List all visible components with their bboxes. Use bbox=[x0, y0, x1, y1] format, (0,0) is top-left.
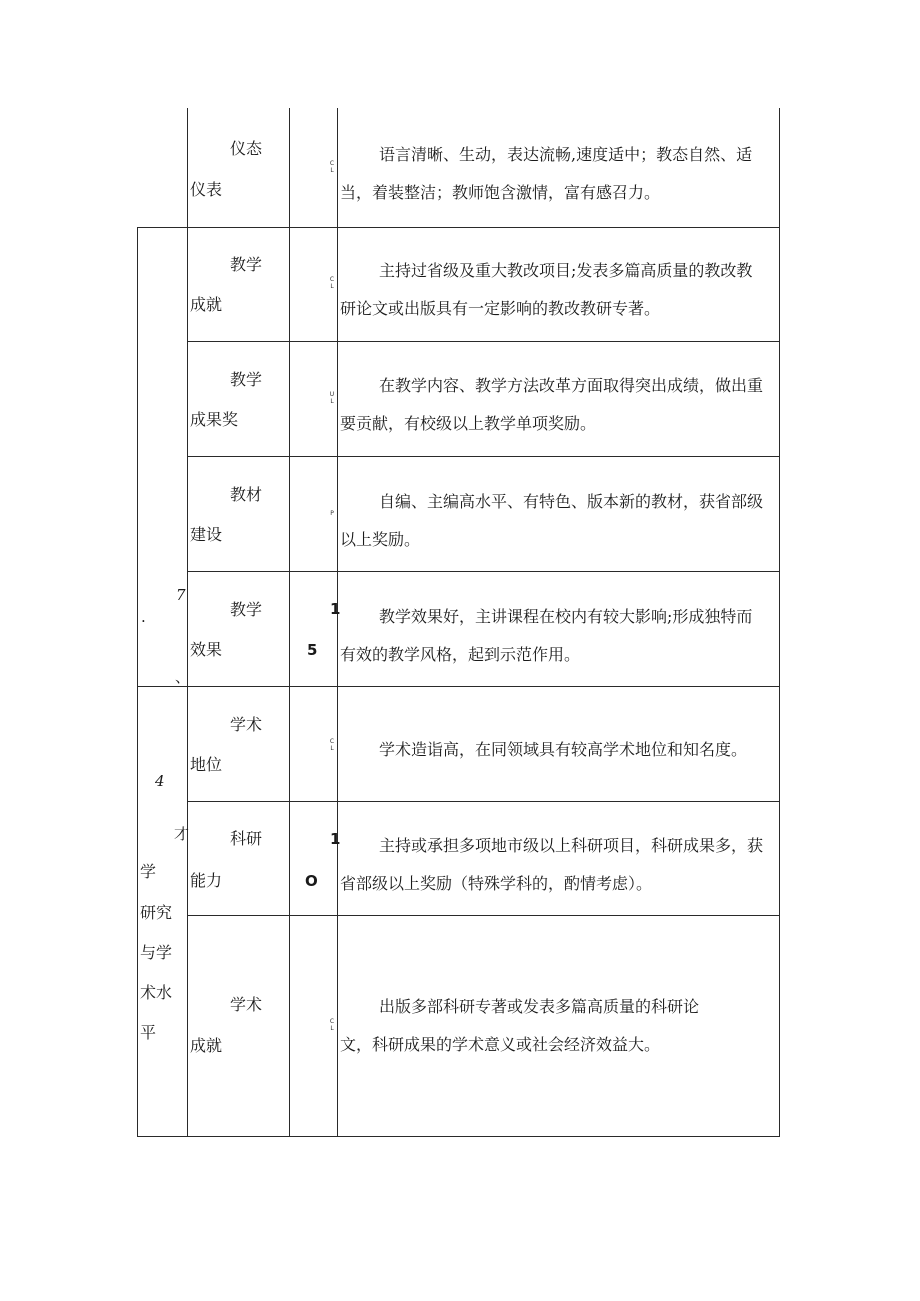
score-digit-1: 1 bbox=[330, 600, 341, 618]
item-name-line1: 教学 bbox=[230, 600, 263, 619]
column-divider-item bbox=[289, 108, 290, 1137]
item-name-line2: 建设 bbox=[190, 525, 223, 544]
description-line1: 出版多部科研专著或发表多篇高质量的科研论 bbox=[379, 997, 700, 1016]
description-line2: 当，着装整洁；教师饱含激情，富有感召力。 bbox=[340, 183, 661, 202]
item-name-line2: 成果奖 bbox=[190, 410, 239, 429]
table-border-right bbox=[779, 108, 780, 1137]
description-line1: 自编、主编高水平、有特色、版本新的教材，获省部级 bbox=[379, 492, 764, 511]
table-border-bottom bbox=[137, 1136, 780, 1137]
row-divider-5 bbox=[137, 686, 780, 687]
row-divider-1 bbox=[137, 227, 780, 228]
category-research-line5: 平 bbox=[140, 1023, 157, 1042]
row-divider-2 bbox=[187, 341, 780, 342]
item-name-line1: 仪态 bbox=[230, 139, 263, 158]
description-line1: 主持或承担多项地市级以上科研项目，科研成果多，获 bbox=[379, 836, 764, 855]
item-name-line2: 成就 bbox=[190, 1036, 223, 1055]
category-research-number: 4 bbox=[155, 772, 165, 790]
score-mark: C L bbox=[329, 738, 335, 752]
table-border-left bbox=[137, 227, 138, 1137]
item-name-line1: 教学 bbox=[230, 255, 263, 274]
category-teaching-dot: . bbox=[141, 608, 146, 626]
item-name-line2: 仪表 bbox=[190, 180, 223, 199]
item-name-line1: 学术 bbox=[230, 715, 263, 734]
score-mark: C L bbox=[329, 160, 335, 174]
row-divider-7 bbox=[187, 915, 780, 916]
score-mark: U L bbox=[329, 391, 335, 405]
description-line1: 教学效果好，主讲课程在校内有较大影响;形成独特而 bbox=[379, 607, 753, 626]
description-line1: 语言清晰、生动，表达流畅,速度适中；教态自然、适 bbox=[379, 145, 753, 164]
category-research-line2: 研究 bbox=[140, 903, 173, 922]
description-line1: 在教学内容、教学方法改革方面取得突出成绩，做出重 bbox=[379, 376, 764, 395]
item-name-line1: 教材 bbox=[230, 485, 263, 504]
category-research-line1: 学 bbox=[140, 862, 157, 881]
row-divider-6 bbox=[187, 801, 780, 802]
item-name-line1: 学术 bbox=[230, 995, 263, 1014]
category-research-partial: 才 bbox=[174, 825, 190, 843]
category-teaching-number: 7 bbox=[176, 586, 186, 604]
score-digit-2: 5 bbox=[307, 641, 318, 659]
description-line1: 学术造诣高，在同领域具有较高学术地位和知名度。 bbox=[379, 740, 748, 759]
item-name-line2: 地位 bbox=[190, 755, 223, 774]
description-line2: 有效的教学风格，起到示范作用。 bbox=[340, 645, 581, 664]
item-name-line1: 科研 bbox=[230, 829, 263, 848]
score-mark: C L bbox=[329, 276, 335, 290]
row-divider-3 bbox=[187, 456, 780, 457]
description-line2: 文，科研成果的学术意义或社会经济效益大。 bbox=[340, 1035, 661, 1054]
description-line2: 省部级以上奖励（特殊学科的，酌情考虑）。 bbox=[340, 874, 653, 893]
column-divider-category bbox=[187, 108, 188, 1137]
description-line2: 研论文或出版具有一定影响的教改教研专著。 bbox=[340, 299, 661, 318]
score-mark: C L bbox=[329, 1018, 335, 1032]
description-line1: 主持过省级及重大教改项目;发表多篇高质量的教改教 bbox=[379, 261, 753, 280]
item-name-line1: 教学 bbox=[230, 370, 263, 389]
score-digit-2: O bbox=[305, 872, 318, 890]
category-teaching-comma: 、 bbox=[175, 668, 191, 686]
row-divider-4 bbox=[187, 571, 780, 572]
column-divider-score bbox=[337, 108, 338, 1137]
item-name-line2: 成就 bbox=[190, 295, 223, 314]
item-name-line2: 能力 bbox=[190, 871, 223, 890]
description-line2: 要贡献，有校级以上教学单项奖励。 bbox=[340, 414, 597, 433]
score-digit-1: 1 bbox=[330, 830, 341, 848]
category-research-line4: 术水 bbox=[140, 983, 173, 1002]
description-line2: 以上奖励。 bbox=[340, 530, 421, 549]
item-name-line2: 效果 bbox=[190, 640, 223, 659]
score-mark: P bbox=[330, 510, 334, 517]
category-research-line3: 与学 bbox=[140, 943, 173, 962]
